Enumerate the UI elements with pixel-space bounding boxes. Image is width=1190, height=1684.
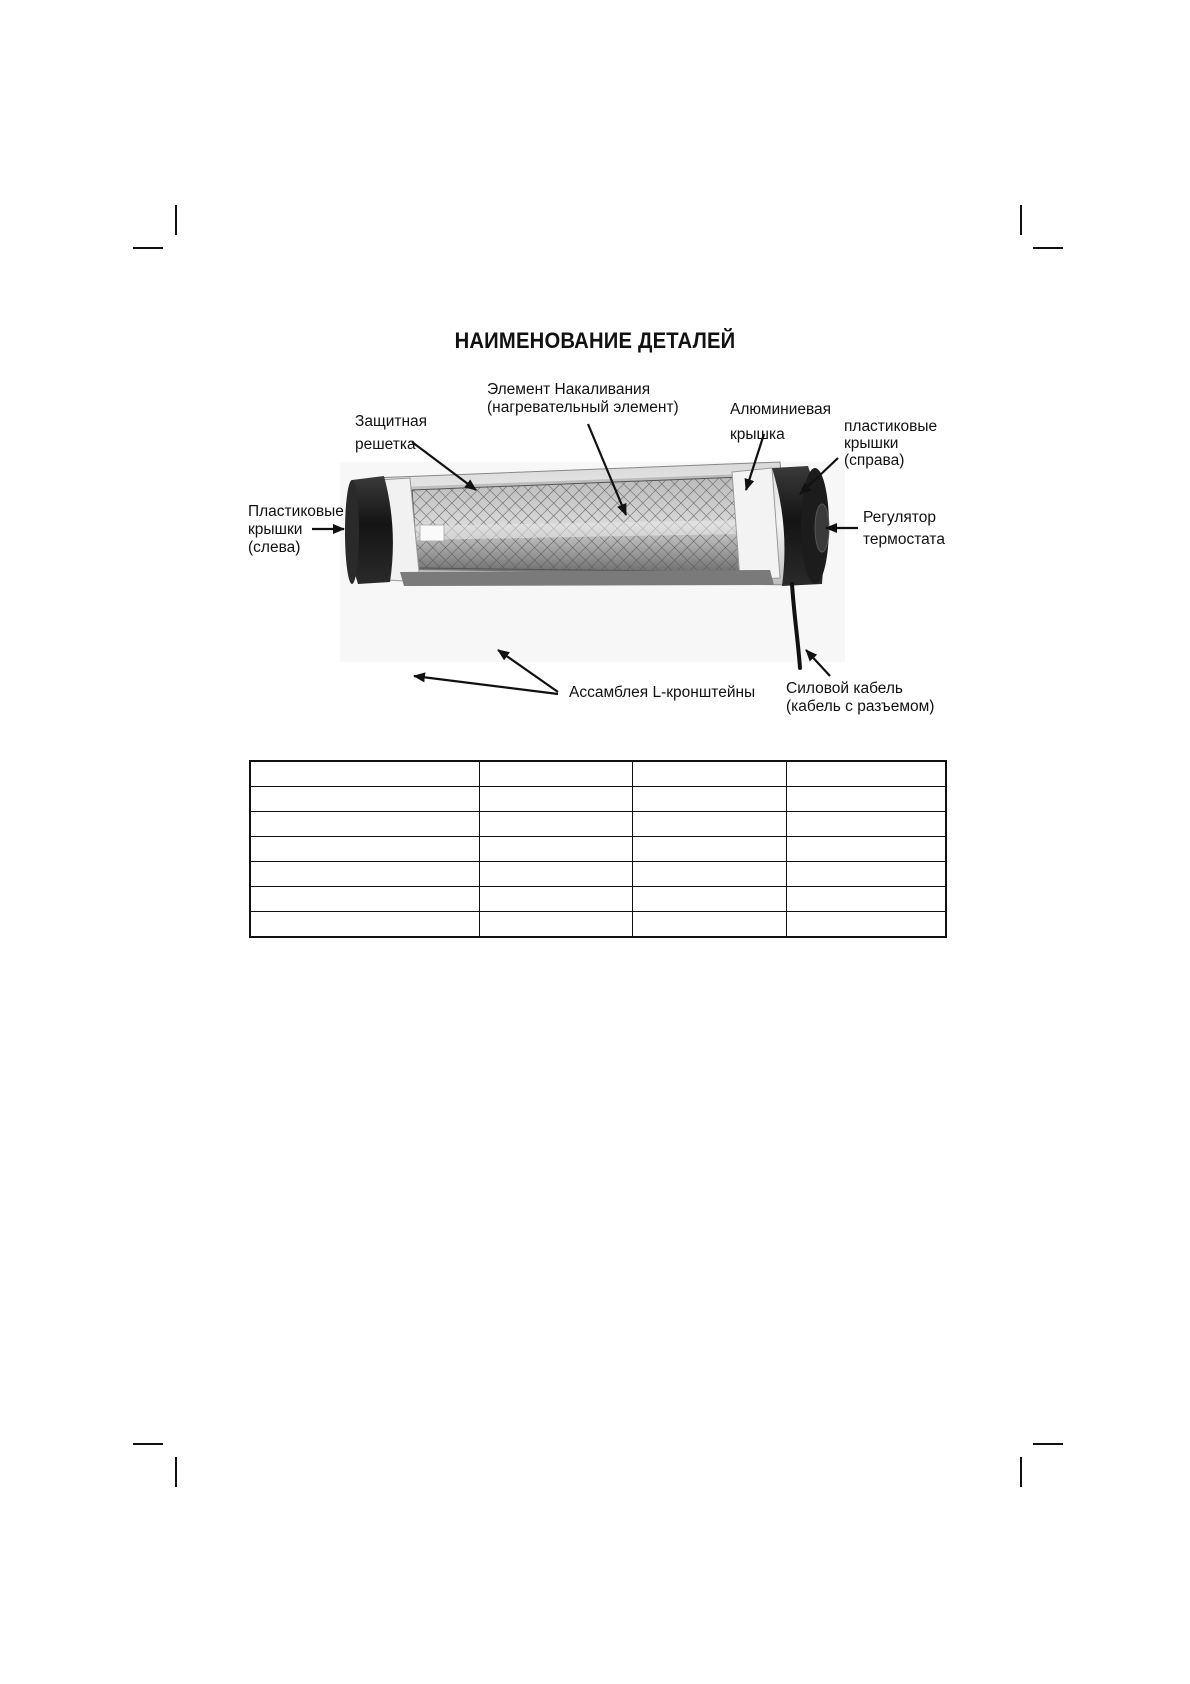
label-plastic-caps-left: Пластиковые крышки (слева): [248, 503, 344, 556]
label-aluminum-cover: Алюминиевая крышка: [730, 401, 832, 443]
table-row: [250, 837, 946, 862]
label-thermostat: Регулятор термостата: [863, 509, 945, 548]
aluminum-cover: [732, 468, 780, 580]
table-cell: [250, 787, 479, 812]
table-cell: [479, 862, 633, 887]
label-l-brackets: Ассамблея L-кронштейны: [569, 684, 756, 701]
crop-mark-bottom-right-h: [1033, 1443, 1063, 1445]
table-cell: [479, 787, 633, 812]
table-cell: [786, 887, 946, 912]
table-cell: [479, 837, 633, 862]
table-row: [250, 887, 946, 912]
table-row: [250, 812, 946, 837]
crop-mark-bottom-right-v: [1020, 1457, 1022, 1487]
table-cell: [633, 812, 787, 837]
label-plastic-caps-right: пластиковые крышки (справа): [844, 418, 938, 469]
table-cell: [786, 812, 946, 837]
label-heating-element: Элемент Накаливания (нагревательный элемент): [487, 381, 679, 416]
table-cell: [479, 761, 633, 787]
table-cell: [786, 761, 946, 787]
table-row: [250, 912, 946, 938]
table-cell: [633, 912, 787, 938]
table-cell: [250, 887, 479, 912]
specs-table: [249, 760, 947, 938]
table-cell: [633, 787, 787, 812]
table-cell: [786, 912, 946, 938]
table-cell: [786, 862, 946, 887]
table-cell: [633, 837, 787, 862]
page-title: НАИМЕНОВАНИЕ ДЕТАЛЕЙ: [454, 328, 736, 353]
table-cell: [633, 761, 787, 787]
table-row: [250, 862, 946, 887]
arrow-bracket-lower: [414, 676, 558, 694]
heater-body: [372, 462, 792, 586]
crop-mark-bottom-left-h: [133, 1443, 163, 1445]
left-plastic-cap: [345, 476, 393, 584]
table-cell: [250, 912, 479, 938]
table-cell: [786, 837, 946, 862]
table-cell: [250, 862, 479, 887]
label-power-cable: Силовой кабель (кабель с разъемом): [786, 680, 935, 715]
table-cell: [250, 812, 479, 837]
label-protective-grille: Защитная решетка: [355, 413, 428, 453]
table-cell: [479, 812, 633, 837]
table-row: [250, 761, 946, 787]
table-cell: [633, 862, 787, 887]
table-cell: [250, 761, 479, 787]
table-cell: [633, 887, 787, 912]
table-cell: [479, 912, 633, 938]
table-row: [250, 787, 946, 812]
table-cell: [250, 837, 479, 862]
heater-diagram: [0, 0, 1190, 760]
table-cell: [786, 787, 946, 812]
table-cell: [479, 887, 633, 912]
crop-mark-bottom-left-v: [175, 1457, 177, 1487]
